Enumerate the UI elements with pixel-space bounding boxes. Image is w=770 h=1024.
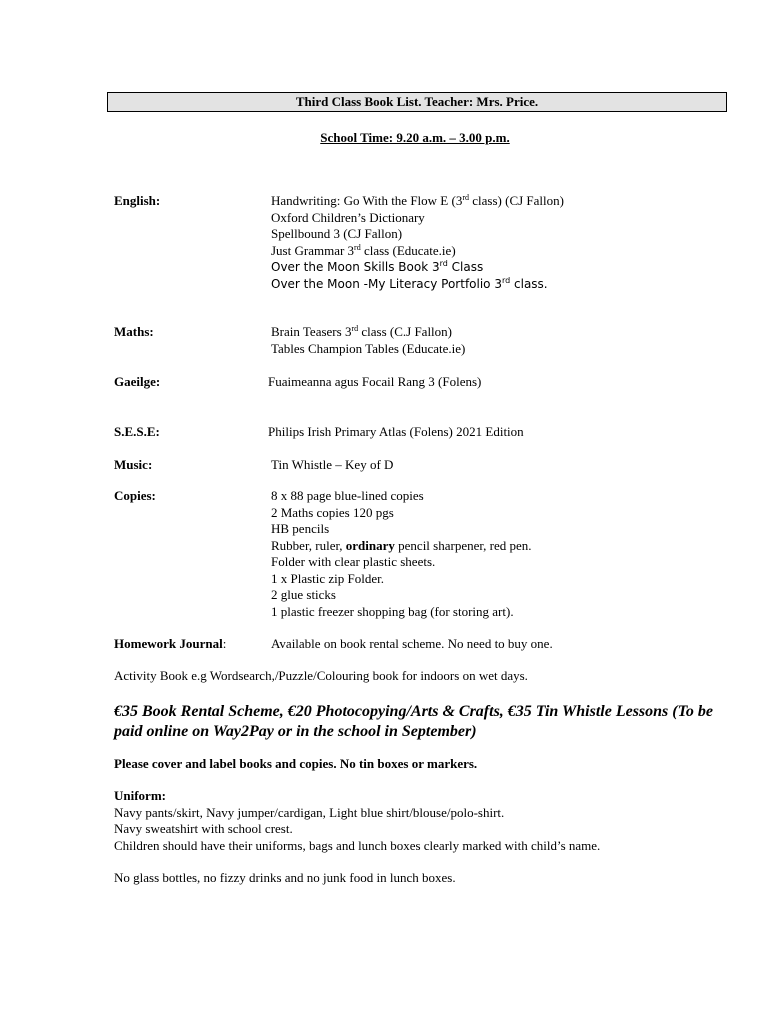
english-item: Spellbound 3 (CJ Fallon) (271, 226, 403, 241)
english-item: Handwriting: Go With the Flow E (3rd class) (CJ Fallon) (271, 193, 564, 208)
uniform-line: Navy pants/skirt, Navy jumper/cardigan, Light blue shirt/blouse/polo-shirt. (114, 804, 505, 820)
copies-label: Copies: (114, 488, 156, 503)
food-note: No glass bottles, no fizzy drinks and no junk food in lunch boxes. (114, 870, 456, 885)
uniform-line: Navy sweatshirt with school crest. (114, 821, 293, 836)
copies-item: 2 Maths copies 120 pgs (271, 504, 394, 520)
rental-fees: €35 Book Rental Scheme, €20 Photocopying/Arts & Crafts, €35 Tin Whistle Lessons (To be paid online on Way2Pay or in the school in September) (114, 703, 714, 740)
homework-value: Available on book rental scheme. No need to buy one. (271, 636, 553, 651)
maths-item: Brain Teasers 3rd class (C.J Fallon) (271, 324, 452, 339)
maths-label: Maths: (114, 324, 154, 339)
music-value: Tin Whistle – Key of D (271, 457, 394, 472)
uniform-section (114, 788, 600, 854)
copies-item: 1 x Plastic zip Folder. (271, 570, 385, 586)
copies-item: 1 plastic freezer shopping bag (for storing art). (271, 603, 514, 619)
copies-item: 8 x 88 page blue-lined copies (271, 488, 424, 503)
copies-item: Folder with clear plastic sheets. (271, 554, 436, 569)
maths-item: Tables Champion Tables (Educate.ie) (271, 340, 466, 356)
cover-note: Please cover and label books and copies. No tin boxes or markers. (114, 756, 478, 771)
english-item: Over the Moon -My Literacy Portfolio 3rd class. (271, 275, 548, 291)
english-item: Oxford Children’s Dictionary (271, 209, 425, 225)
copies-list (271, 488, 532, 620)
uniform-line: Children should have their uniforms, bags and lunch boxes clearly marked with child’s name. (114, 837, 601, 853)
homework-label: Homework Journal: (114, 636, 227, 651)
copies-item: Rubber, ruler, ordinary pencil sharpener, red pen. (271, 537, 532, 553)
maths-list (271, 324, 465, 357)
gaeilge-label: Gaeilge: (114, 374, 161, 389)
english-list (271, 193, 564, 292)
music-label: Music: (114, 457, 153, 472)
sese-label: S.E.S.E: (114, 424, 160, 439)
activity-note: Activity Book e.g Wordsearch,/Puzzle/Colouring book for indoors on wet days. (114, 668, 528, 683)
gaeilge-value: Fuaimeanna agus Focail Rang 3 (Folens) (268, 374, 482, 389)
english-item: Just Grammar 3rd class (Educate.ie) (271, 242, 456, 258)
copies-item: HB pencils (271, 521, 330, 536)
sese-value: Philips Irish Primary Atlas (Folens) 2021 Edition (268, 424, 524, 439)
english-label: English: (114, 193, 161, 208)
english-item: Over the Moon Skills Book 3rd Class (271, 259, 484, 274)
copies-item: 2 glue sticks (271, 587, 336, 602)
school-time: School Time: 9.20 a.m. – 3.00 p.m. (320, 130, 510, 145)
page-title: Third Class Book List. Teacher: Mrs. Price. (107, 92, 727, 112)
uniform-heading: Uniform: (114, 788, 166, 803)
